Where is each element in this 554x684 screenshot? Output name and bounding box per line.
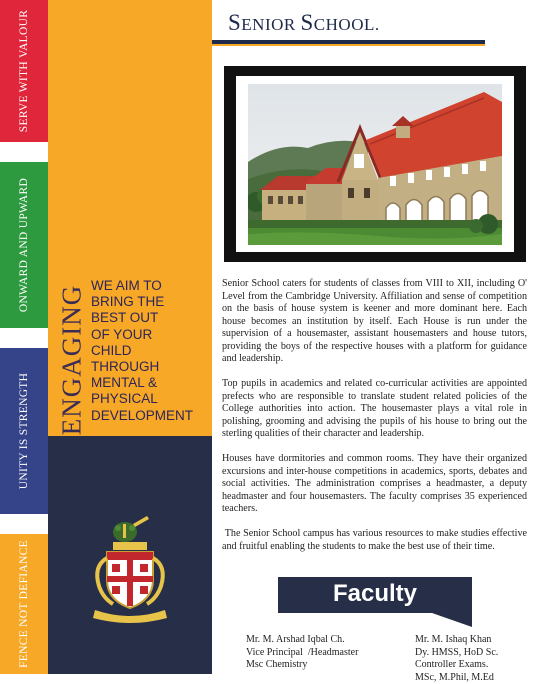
faculty-member bbox=[415, 634, 498, 684]
motto-text: ONWARD AND UPWARD bbox=[18, 178, 30, 312]
faculty-role: Vice Principal /Headmaster bbox=[246, 647, 358, 660]
faculty-subject: Controller Exams. bbox=[415, 659, 498, 672]
aim-line: BEST OUT bbox=[91, 310, 211, 326]
motto-band-orange bbox=[0, 534, 48, 674]
motto-text: FENCE NOT DEFIANCE bbox=[18, 540, 30, 668]
aim-line: MENTAL & bbox=[91, 375, 211, 391]
faculty-heading: Faculty bbox=[278, 577, 472, 613]
motto-gap bbox=[0, 328, 48, 348]
crest-panel bbox=[48, 436, 212, 674]
aim-line: OF YOUR bbox=[91, 327, 211, 343]
college-crest-icon bbox=[85, 514, 175, 626]
motto-gap bbox=[0, 514, 48, 534]
aim-line: WE AIM TO bbox=[91, 278, 211, 294]
aim-line: THROUGH bbox=[91, 359, 211, 375]
motto-text: SERVE WITH VALOUR bbox=[18, 10, 30, 132]
page-title: SENIOR SCHOOL. bbox=[228, 10, 380, 36]
faculty-banner-tail bbox=[432, 613, 472, 627]
title-rule-accent bbox=[212, 44, 485, 46]
engaging-heading: ENGAGING bbox=[46, 330, 98, 390]
faculty-subject: Msc Chemistry bbox=[246, 659, 358, 672]
senior-school-building-photo bbox=[248, 84, 502, 245]
aim-line: CHILD bbox=[91, 343, 211, 359]
faculty-role: Dy. HMSS, HoD Sc. bbox=[415, 647, 498, 660]
aim-line: BRING THE bbox=[91, 294, 211, 310]
paragraph: The Senior School campus has various resources to make studies effective and fruitful enabling the students to make the best use of their time. bbox=[222, 528, 527, 553]
motto-text: UNITY IS STRENGTH bbox=[18, 373, 30, 489]
faculty-name: Mr. M. Ishaq Khan bbox=[415, 634, 498, 647]
faculty-member bbox=[246, 634, 358, 672]
faculty-name: Mr. M. Arshad Iqbal Ch. bbox=[246, 634, 358, 647]
faculty-qualification: MSc, M.Phil, M.Ed bbox=[415, 672, 498, 684]
motto-gap bbox=[0, 142, 48, 162]
paragraph: Top pupils in academics and related co-curricular activities are appointed prefects who are responsible to translate student related policies of the College authorities into action. The housemaster plays a vital role in polishing, grooming and advising the pupils of his house to bring out the sterling qualities of their character and leadership. bbox=[222, 378, 527, 441]
paragraph: Senior School caters for students of classes from VIII to XII, including O' Level from the Cambridge University. Affiliation and sense of competition on the basis of house system is keener and more dominant here. Each house becomes an institution by itself. Each House is run under the supervision of a housemaster, assistant housemasters and house tutors, providing the boys of the respective houses with a platform for guidance and leadership. bbox=[222, 278, 527, 366]
aim-line: DEVELOPMENT bbox=[91, 408, 211, 424]
motto-band-green bbox=[0, 162, 48, 328]
motto-band-blue bbox=[0, 348, 48, 514]
aim-line: PHYSICAL bbox=[91, 391, 211, 407]
senior-school-description bbox=[222, 278, 527, 566]
aim-statement bbox=[91, 278, 211, 424]
motto-band-red bbox=[0, 0, 48, 142]
paragraph: Houses have dormitories and common rooms. They have their organized excursions and inter-house competitions in academics, sports, debates and social activities. The administration comprises a headmaster, a deputy headmaster and four housemasters. The faculty comprises 35 experienced teachers. bbox=[222, 453, 527, 516]
